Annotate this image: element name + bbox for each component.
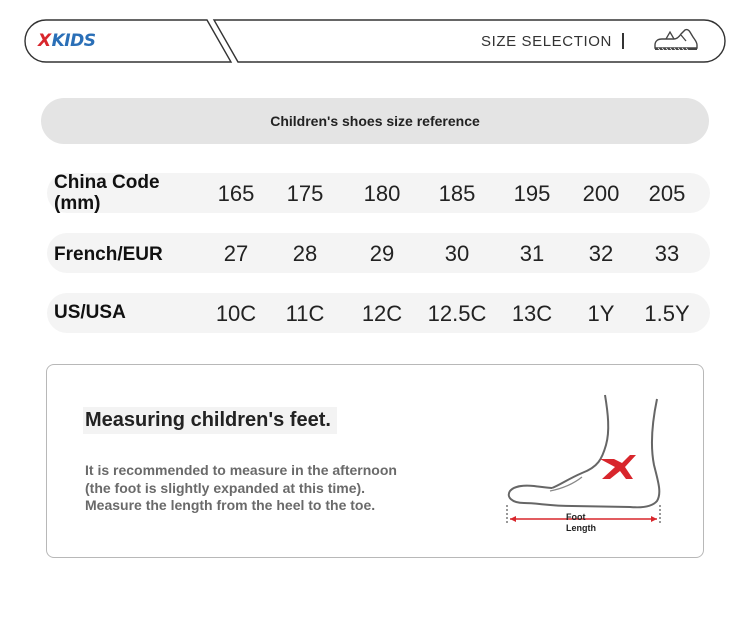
size-cell: 11C bbox=[285, 301, 325, 326]
instruction-line: It is recommended to measure in the afternoon bbox=[85, 462, 397, 478]
size-row-us bbox=[47, 293, 710, 333]
header-frame bbox=[24, 19, 726, 63]
brand-logo bbox=[38, 31, 95, 51]
foot-illustration bbox=[502, 393, 682, 543]
size-cell: 12C bbox=[361, 301, 403, 326]
size-row-china bbox=[47, 173, 710, 213]
size-cell: 29 bbox=[369, 241, 395, 266]
brand-logo-x: X bbox=[38, 31, 51, 51]
size-cell: 28 bbox=[292, 241, 318, 266]
instruction-line: Measure the length from the heel to the toe. bbox=[85, 497, 376, 513]
size-cell: 200 bbox=[582, 181, 620, 206]
row-label-china-line1: China Code bbox=[54, 172, 160, 193]
size-cell: 185 bbox=[438, 181, 476, 206]
row-label-eur: French/EUR bbox=[54, 244, 163, 265]
measuring-instructions bbox=[85, 462, 397, 515]
size-cell: 1Y bbox=[587, 301, 615, 326]
size-cell: 27 bbox=[223, 241, 249, 266]
size-cell: 180 bbox=[363, 181, 401, 206]
size-cell: 32 bbox=[588, 241, 614, 266]
foot-label-line1: Foot bbox=[566, 512, 586, 522]
size-cell: 13C bbox=[511, 301, 553, 326]
brand-logo-text: KIDS bbox=[51, 31, 96, 51]
measuring-title: Measuring children's feet. bbox=[83, 407, 337, 434]
brand-mark-icon bbox=[600, 455, 636, 479]
row-label-china-line2: (mm) bbox=[54, 193, 101, 214]
header-bar bbox=[24, 19, 726, 63]
sandal-icon bbox=[652, 27, 700, 53]
size-selection-title: SIZE SELECTION bbox=[481, 33, 612, 50]
instruction-line: (the foot is slightly expanded at this time). bbox=[85, 479, 366, 496]
size-cell: 31 bbox=[519, 241, 545, 266]
row-label-us: US/USA bbox=[54, 302, 126, 323]
size-row-eur bbox=[47, 233, 710, 273]
size-reference-title: Children's shoes size reference bbox=[41, 98, 709, 144]
size-cell: 12.5C bbox=[427, 301, 487, 326]
foot-label-line2: Length bbox=[566, 523, 596, 533]
size-cell: 33 bbox=[654, 241, 680, 266]
size-cell: 30 bbox=[444, 241, 470, 266]
size-cell: 165 bbox=[217, 181, 255, 206]
size-cell: 1.5Y bbox=[644, 301, 690, 326]
size-cell: 205 bbox=[648, 181, 686, 206]
size-cell: 175 bbox=[286, 181, 324, 206]
measuring-panel bbox=[46, 364, 704, 558]
size-cell: 195 bbox=[513, 181, 551, 206]
size-cell: 10C bbox=[215, 301, 257, 326]
row-label-china bbox=[54, 172, 160, 214]
header-divider bbox=[622, 33, 624, 49]
